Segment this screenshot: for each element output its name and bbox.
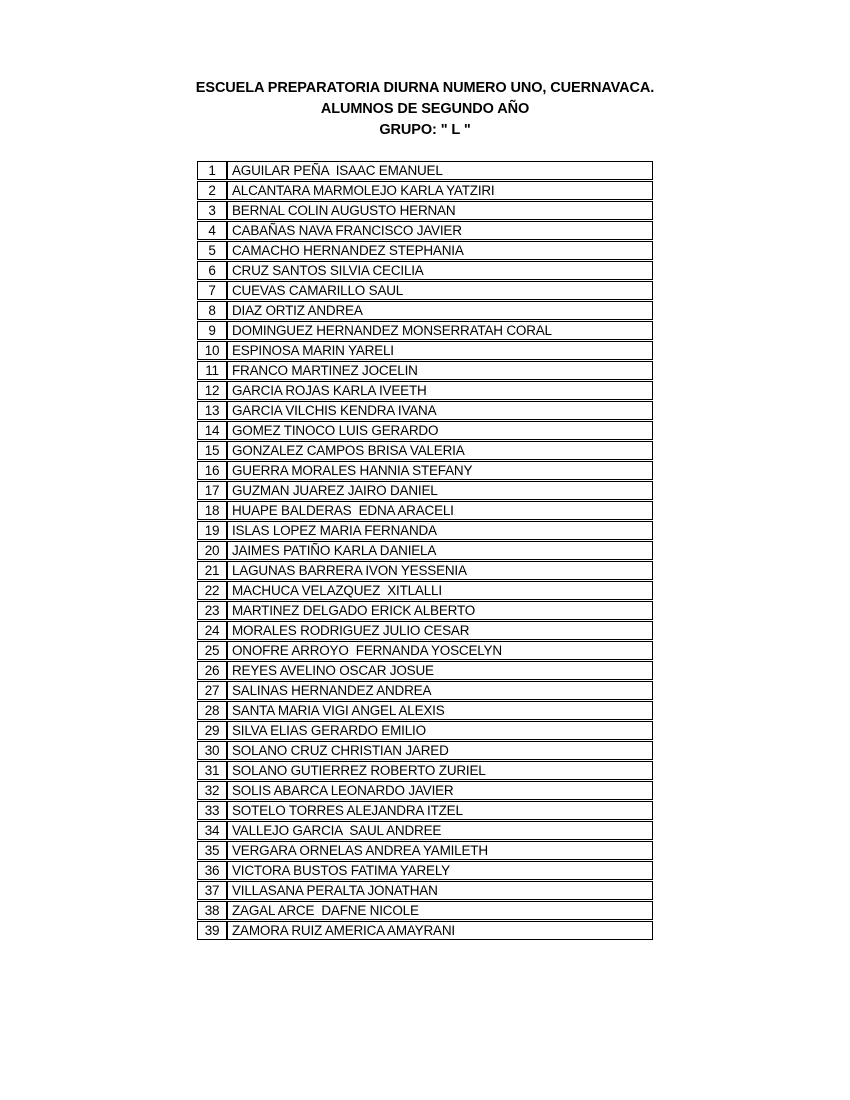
table-row <box>197 281 653 300</box>
table-row <box>197 301 653 320</box>
student-name: CABAÑAS NAVA FRANCISCO JAVIER <box>227 221 653 240</box>
group-label: GRUPO: " L " <box>379 122 471 138</box>
table-row <box>197 841 653 860</box>
row-number: 33 <box>197 801 227 820</box>
table-row <box>197 801 653 820</box>
table-row <box>197 421 653 440</box>
student-name: GUZMAN JUAREZ JAIRO DANIEL <box>227 481 653 500</box>
table-row <box>197 561 653 580</box>
table-row <box>197 601 653 620</box>
row-number: 6 <box>197 261 227 280</box>
student-roster-table <box>197 160 653 941</box>
student-name: SOTELO TORRES ALEJANDRA ITZEL <box>227 801 653 820</box>
row-number: 9 <box>197 321 227 340</box>
student-name: ALCANTARA MARMOLEJO KARLA YATZIRI <box>227 181 653 200</box>
row-number: 20 <box>197 541 227 560</box>
document-subtitle: ALUMNOS DE SEGUNDO AÑO <box>320 101 530 117</box>
table-row <box>197 261 653 280</box>
student-name: GARCIA ROJAS KARLA IVEETH <box>227 381 653 400</box>
student-name: CUEVAS CAMARILLO SAUL <box>227 281 653 300</box>
row-number: 30 <box>197 741 227 760</box>
table-row <box>197 901 653 920</box>
row-number: 23 <box>197 601 227 620</box>
student-name: VILLASANA PERALTA JONATHAN <box>227 881 653 900</box>
student-name: VALLEJO GARCIA SAUL ANDREE <box>227 821 653 840</box>
row-number: 38 <box>197 901 227 920</box>
student-name: SANTA MARIA VIGI ANGEL ALEXIS <box>227 701 653 720</box>
row-number: 12 <box>197 381 227 400</box>
table-row <box>197 921 653 940</box>
row-number: 27 <box>197 681 227 700</box>
row-number: 2 <box>197 181 227 200</box>
student-name: SOLANO CRUZ CHRISTIAN JARED <box>227 741 653 760</box>
row-number: 16 <box>197 461 227 480</box>
student-name: DOMINGUEZ HERNANDEZ MONSERRATAH CORAL <box>227 321 653 340</box>
table-row <box>197 221 653 240</box>
row-number: 25 <box>197 641 227 660</box>
table-row <box>197 461 653 480</box>
student-name: SOLANO GUTIERREZ ROBERTO ZURIEL <box>227 761 653 780</box>
row-number: 39 <box>197 921 227 940</box>
student-name: MARTINEZ DELGADO ERICK ALBERTO <box>227 601 653 620</box>
table-row <box>197 761 653 780</box>
table-row <box>197 361 653 380</box>
row-number: 22 <box>197 581 227 600</box>
table-row <box>197 521 653 540</box>
row-number: 34 <box>197 821 227 840</box>
student-name: ZAMORA RUIZ AMERICA AMAYRANI <box>227 921 653 940</box>
student-name: LAGUNAS BARRERA IVON YESSENIA <box>227 561 653 580</box>
row-number: 5 <box>197 241 227 260</box>
table-row <box>197 641 653 660</box>
table-row <box>197 681 653 700</box>
table-row <box>197 481 653 500</box>
table-row <box>197 321 653 340</box>
table-row <box>197 441 653 460</box>
row-number: 19 <box>197 521 227 540</box>
row-number: 35 <box>197 841 227 860</box>
student-name: ZAGAL ARCE DAFNE NICOLE <box>227 901 653 920</box>
student-name: MORALES RODRIGUEZ JULIO CESAR <box>227 621 653 640</box>
student-name: GOMEZ TINOCO LUIS GERARDO <box>227 421 653 440</box>
row-number: 7 <box>197 281 227 300</box>
row-number: 37 <box>197 881 227 900</box>
table-row <box>197 881 653 900</box>
table-row <box>197 181 653 200</box>
student-name: ESPINOSA MARIN YARELI <box>227 341 653 360</box>
table-row <box>197 821 653 840</box>
row-number: 24 <box>197 621 227 640</box>
row-number: 26 <box>197 661 227 680</box>
student-name: BERNAL COLIN AUGUSTO HERNAN <box>227 201 653 220</box>
student-name: GONZALEZ CAMPOS BRISA VALERIA <box>227 441 653 460</box>
table-row <box>197 781 653 800</box>
table-row <box>197 741 653 760</box>
table-row <box>197 581 653 600</box>
table-row <box>197 201 653 220</box>
row-number: 32 <box>197 781 227 800</box>
row-number: 14 <box>197 421 227 440</box>
student-name: ONOFRE ARROYO FERNANDA YOSCELYN <box>227 641 653 660</box>
student-name: HUAPE BALDERAS EDNA ARACELI <box>227 501 653 520</box>
table-row <box>197 721 653 740</box>
row-number: 36 <box>197 861 227 880</box>
table-row <box>197 341 653 360</box>
row-number: 8 <box>197 301 227 320</box>
student-name: VERGARA ORNELAS ANDREA YAMILETH <box>227 841 653 860</box>
row-number: 15 <box>197 441 227 460</box>
table-row <box>197 501 653 520</box>
row-number: 21 <box>197 561 227 580</box>
document-title: ESCUELA PREPARATORIA DIURNA NUMERO UNO, CUERNAVACA. <box>195 80 655 96</box>
student-name: SOLIS ABARCA LEONARDO JAVIER <box>227 781 653 800</box>
student-name: GUERRA MORALES HANNIA STEFANY <box>227 461 653 480</box>
document-header <box>0 78 850 141</box>
row-number: 17 <box>197 481 227 500</box>
student-name: JAIMES PATIÑO KARLA DANIELA <box>227 541 653 560</box>
row-number: 11 <box>197 361 227 380</box>
table-row <box>197 401 653 420</box>
student-name: SILVA ELIAS GERARDO EMILIO <box>227 721 653 740</box>
student-name: CRUZ SANTOS SILVIA CECILIA <box>227 261 653 280</box>
student-name: VICTORA BUSTOS FATIMA YARELY <box>227 861 653 880</box>
table-row <box>197 701 653 720</box>
row-number: 10 <box>197 341 227 360</box>
student-name: FRANCO MARTINEZ JOCELIN <box>227 361 653 380</box>
student-name: GARCIA VILCHIS KENDRA IVANA <box>227 401 653 420</box>
table-row <box>197 381 653 400</box>
student-name: AGUILAR PEÑA ISAAC EMANUEL <box>227 161 653 180</box>
row-number: 18 <box>197 501 227 520</box>
table-row <box>197 241 653 260</box>
table-row <box>197 661 653 680</box>
row-number: 28 <box>197 701 227 720</box>
row-number: 4 <box>197 221 227 240</box>
student-name: SALINAS HERNANDEZ ANDREA <box>227 681 653 700</box>
row-number: 1 <box>197 161 227 180</box>
student-name: DIAZ ORTIZ ANDREA <box>227 301 653 320</box>
table-row <box>197 161 653 180</box>
row-number: 31 <box>197 761 227 780</box>
student-name: CAMACHO HERNANDEZ STEPHANIA <box>227 241 653 260</box>
table-row <box>197 621 653 640</box>
row-number: 3 <box>197 201 227 220</box>
student-name: ISLAS LOPEZ MARIA FERNANDA <box>227 521 653 540</box>
student-table-body <box>197 161 653 940</box>
student-name: REYES AVELINO OSCAR JOSUE <box>227 661 653 680</box>
table-row <box>197 861 653 880</box>
row-number: 29 <box>197 721 227 740</box>
row-number: 13 <box>197 401 227 420</box>
student-name: MACHUCA VELAZQUEZ XITLALLI <box>227 581 653 600</box>
table-row <box>197 541 653 560</box>
